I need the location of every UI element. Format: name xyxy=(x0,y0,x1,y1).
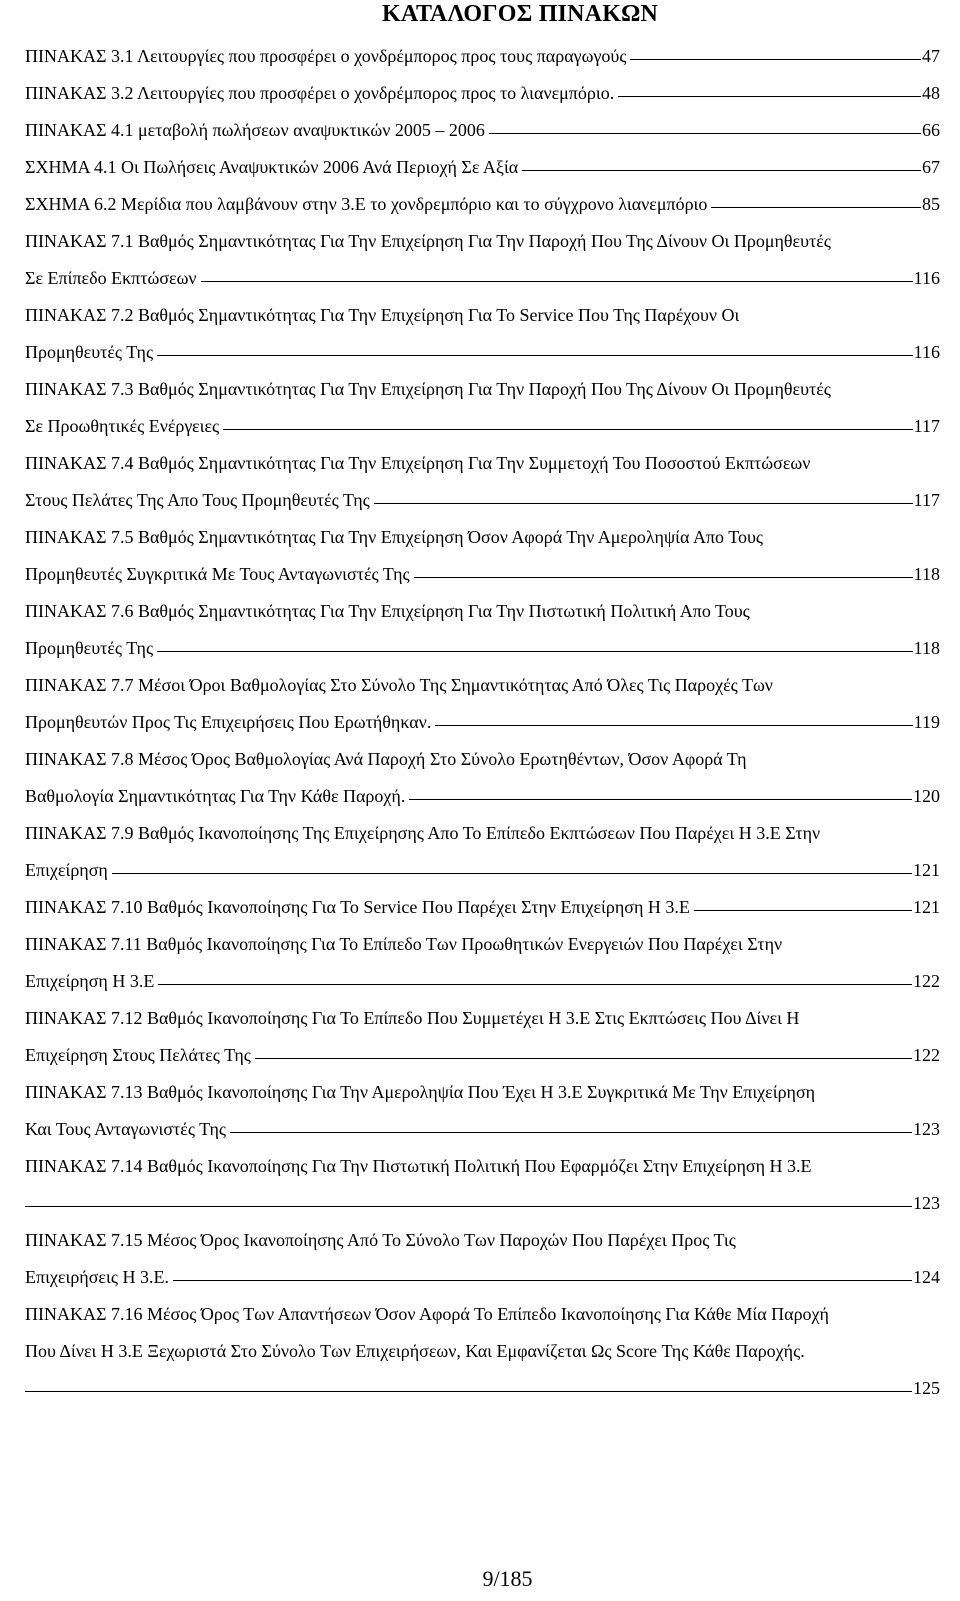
toc-entry[interactable] xyxy=(25,112,940,149)
toc-leader-line xyxy=(201,281,913,282)
toc-leader-line xyxy=(157,651,913,652)
toc-entry-text: ΠΙΝΑΚΑΣ 7.9 Βαθμός Ικανοποίησης Της Επιχείρησης Απο Το Επίπεδο Εκπτώσεων Που Παρέχει Η 3.Ε Στην xyxy=(25,823,821,843)
toc-entry-line xyxy=(25,1222,940,1259)
toc-entry-line xyxy=(25,926,940,963)
toc-leader-line xyxy=(522,170,921,171)
toc-entry[interactable] xyxy=(25,519,940,593)
toc-entry-line xyxy=(25,1037,940,1074)
toc-entry[interactable] xyxy=(25,38,940,75)
toc-entry-text: Σε Προωθητικές Ενέργειες xyxy=(25,416,220,436)
toc-page-number: 117 xyxy=(913,416,940,436)
toc-entry-text: Προμηθευτές Συγκριτικά Με Τους Ανταγωνιστές Της xyxy=(25,564,410,584)
toc-entry-line xyxy=(25,963,940,1000)
toc-page-number: 121 xyxy=(913,897,940,917)
toc-entry-line xyxy=(25,408,940,445)
toc-entry[interactable] xyxy=(25,815,940,889)
toc-entry-line xyxy=(25,1000,940,1037)
toc-entry-text: ΠΙΝΑΚΑΣ 7.16 Μέσος Όρος Των Απαντήσεων Όσον Αφορά Το Επίπεδο Ικανοποίησης Για Κάθε Μία Παροχή xyxy=(25,1304,829,1324)
toc-entry-line xyxy=(25,1074,940,1111)
toc-entry-text: Επιχείρηση Στους Πελάτες Της xyxy=(25,1045,251,1065)
toc-leader-line xyxy=(409,799,912,800)
toc-entry-text: Επιχειρήσεις Η 3.Ε. xyxy=(25,1267,169,1287)
toc-entry[interactable] xyxy=(25,297,940,371)
toc-entry-text: ΠΙΝΑΚΑΣ 3.1 Λειτουργίες που προσφέρει ο χονδρέμπορος προς τους παραγωγούς xyxy=(25,46,627,66)
toc-entry-line xyxy=(25,815,940,852)
toc-entry-line xyxy=(25,75,940,112)
toc-leader-line xyxy=(618,96,921,97)
toc-page-number: 119 xyxy=(913,712,940,732)
toc-entry-text: ΠΙΝΑΚΑΣ 7.13 Βαθμός Ικανοποίησης Για Την Αμεροληψία Που Έχει Η 3.Ε Συγκριτικά Με Την Επιχείρηση xyxy=(25,1082,816,1102)
toc-entry-line xyxy=(25,1333,940,1370)
toc-entry[interactable] xyxy=(25,926,940,1000)
toc-entry[interactable] xyxy=(25,1222,940,1296)
toc-leader-line xyxy=(489,133,921,134)
toc-page-number: 125 xyxy=(913,1378,940,1398)
toc-entry-line xyxy=(25,445,940,482)
toc-entry-line xyxy=(25,778,940,815)
toc-entry-line xyxy=(25,186,940,223)
toc-page-number: 47 xyxy=(922,46,940,66)
toc-leader-line xyxy=(435,725,912,726)
toc-entry[interactable] xyxy=(25,223,940,297)
toc-entry-line xyxy=(25,38,940,75)
toc-entry-text: ΠΙΝΑΚΑΣ 7.12 Βαθμός Ικανοποίησης Για Το Επίπεδο Που Συμμετέχει Η 3.Ε Στις Εκπτώσεις Που Δίνει Η xyxy=(25,1008,800,1028)
toc-page-number: 124 xyxy=(913,1267,940,1287)
toc-entry-text: ΣΧΗΜΑ 4.1 Οι Πωλήσεις Αναψυκτικών 2006 Ανά Περιοχή Σε Αξία xyxy=(25,157,519,177)
toc-entry-line xyxy=(25,704,940,741)
toc-entry-line xyxy=(25,1148,940,1185)
toc-page-number: 123 xyxy=(913,1193,940,1213)
toc-page-number: 122 xyxy=(913,1045,940,1065)
toc-entry-text: ΣΧΗΜΑ 6.2 Μερίδια που λαμβάνουν στην 3.Ε το χονδρεμπόριο και το σύγχρονο λιανεμπόριο xyxy=(25,194,708,214)
toc-entry-line xyxy=(25,741,940,778)
toc-entry-text: ΠΙΝΑΚΑΣ 7.15 Μέσος Όρος Ικανοποίησης Από Το Σύνολο Των Παροχών Που Παρέχει Προς Τις xyxy=(25,1230,736,1250)
toc-entry-text: Επιχείρηση xyxy=(25,860,108,880)
toc-entry-text: Βαθμολογία Σημαντικότητας Για Την Κάθε Παροχή. xyxy=(25,786,406,806)
toc-entry-text: ΠΙΝΑΚΑΣ 7.7 Μέσοι Όροι Βαθμολογίας Στο Σύνολο Της Σημαντικότητας Από Όλες Τις Παροχές Των xyxy=(25,675,773,695)
toc-entry-line xyxy=(25,630,940,667)
toc-entry-line xyxy=(25,556,940,593)
toc-page-number: 122 xyxy=(913,971,940,991)
toc-leader-line xyxy=(711,207,921,208)
toc-entry-line xyxy=(25,852,940,889)
table-of-contents xyxy=(25,38,940,1407)
toc-leader-line xyxy=(157,355,913,356)
toc-leader-line xyxy=(158,984,912,985)
toc-leader-line xyxy=(414,577,913,578)
toc-entry[interactable] xyxy=(25,667,940,741)
toc-page-number: 123 xyxy=(913,1119,940,1139)
toc-entry-line xyxy=(25,223,940,260)
toc-entry[interactable] xyxy=(25,371,940,445)
toc-leader-line xyxy=(173,1280,912,1281)
toc-entry-line xyxy=(25,334,940,371)
toc-page-number: 116 xyxy=(913,342,940,362)
toc-entry-line xyxy=(25,1185,940,1222)
toc-entry-line xyxy=(25,297,940,334)
page-number-footer: 9/185 xyxy=(482,1566,533,1591)
toc-entry-line xyxy=(25,593,940,630)
toc-leader-line xyxy=(374,503,913,504)
toc-entry-text: ΠΙΝΑΚΑΣ 3.2 Λειτουργίες που προσφέρει ο χονδρέμπορος προς το λιανεμπόριο. xyxy=(25,83,615,103)
toc-entry-line xyxy=(25,1259,940,1296)
toc-page-number: 116 xyxy=(913,268,940,288)
toc-page-number: 48 xyxy=(922,83,940,103)
toc-entry-line xyxy=(25,1296,940,1333)
toc-entry-line xyxy=(25,371,940,408)
toc-entry[interactable] xyxy=(25,889,940,926)
toc-entry-text: ΠΙΝΑΚΑΣ 4.1 μεταβολή πωλήσεων αναψυκτικών 2005 – 2006 xyxy=(25,120,485,140)
toc-entry-text: ΠΙΝΑΚΑΣ 7.3 Βαθμός Σημαντικότητας Για Την Επιχείρηση Για Την Παροχή Που Της Δίνουν Οι Προμηθευτές xyxy=(25,379,831,399)
toc-entry-text: ΠΙΝΑΚΑΣ 7.6 Βαθμός Σημαντικότητας Για Την Επιχείρηση Για Την Πιστωτική Πολιτική Απο Τους xyxy=(25,601,750,621)
toc-entry-line xyxy=(25,1111,940,1148)
toc-entry-line xyxy=(25,889,940,926)
toc-entry-text: Προμηθευτών Προς Τις Επιχειρήσεις Που Ερωτήθηκαν. xyxy=(25,712,432,732)
toc-page-number: 66 xyxy=(922,120,940,140)
toc-page-number: 117 xyxy=(913,490,940,510)
toc-leader-line xyxy=(112,873,912,874)
toc-entry[interactable] xyxy=(25,75,940,112)
toc-entry-line xyxy=(25,1370,940,1407)
toc-entry-text: ΠΙΝΑΚΑΣ 7.2 Βαθμός Σημαντικότητας Για Την Επιχείρηση Για Το Service Που Της Παρέχουν Οι xyxy=(25,305,740,325)
toc-page-number: 118 xyxy=(913,638,940,658)
toc-entry-line xyxy=(25,260,940,297)
toc-leader-line xyxy=(255,1058,912,1059)
toc-entry[interactable] xyxy=(25,445,940,519)
toc-entry-text: Στους Πελάτες Της Απο Τους Προμηθευτές Της xyxy=(25,490,370,510)
toc-leader-line xyxy=(223,429,913,430)
toc-page-number: 118 xyxy=(913,564,940,584)
toc-entry[interactable] xyxy=(25,1296,940,1407)
toc-entry-text: Που Δίνει Η 3.Ε Ξεχωριστά Στο Σύνολο Των Επιχειρήσεων, Και Εμφανίζεται Ως Score Της Κάθε Παροχής. xyxy=(25,1341,805,1361)
toc-entry-text: ΠΙΝΑΚΑΣ 7.1 Βαθμός Σημαντικότητας Για Την Επιχείρηση Για Την Παροχή Που Της Δίνουν Οι Προμηθευτές xyxy=(25,231,831,251)
toc-entry[interactable] xyxy=(25,149,940,186)
toc-leader-line xyxy=(630,59,921,60)
toc-entry-text: Επιχείρηση Η 3.Ε xyxy=(25,971,155,991)
toc-entry[interactable] xyxy=(25,741,940,815)
toc-page-number: 120 xyxy=(913,786,940,806)
toc-entry[interactable] xyxy=(25,1000,940,1074)
toc-entry-text: Προμηθευτές Της xyxy=(25,342,154,362)
toc-entry-text: ΠΙΝΑΚΑΣ 7.4 Βαθμός Σημαντικότητας Για Την Επιχείρηση Για Την Συμμετοχή Του Ποσοστού Εκπτώσεων xyxy=(25,453,811,473)
toc-entry-text: ΠΙΝΑΚΑΣ 7.5 Βαθμός Σημαντικότητας Για Την Επιχείρηση Όσον Αφορά Την Αμεροληψία Απο Τους xyxy=(25,527,764,547)
toc-entry-text: Προμηθευτές Της xyxy=(25,638,154,658)
toc-entry-text: Και Τους Ανταγωνιστές Της xyxy=(25,1119,226,1139)
toc-leader-line xyxy=(230,1132,912,1133)
toc-entry[interactable] xyxy=(25,186,940,223)
toc-entry[interactable] xyxy=(25,593,940,667)
toc-entry-line xyxy=(25,482,940,519)
toc-entry-line xyxy=(25,149,940,186)
toc-leader-line xyxy=(25,1206,912,1207)
toc-entry[interactable] xyxy=(25,1148,940,1222)
toc-entry-text: ΠΙΝΑΚΑΣ 7.10 Βαθμός Ικανοποίησης Για Το Service Που Παρέχει Στην Επιχείρηση Η 3.Ε xyxy=(25,897,690,917)
toc-page-number: 67 xyxy=(922,157,940,177)
toc-page-number: 85 xyxy=(922,194,940,214)
toc-entry-line xyxy=(25,667,940,704)
toc-entry-line xyxy=(25,519,940,556)
toc-entry-text: ΠΙΝΑΚΑΣ 7.11 Βαθμός Ικανοποίησης Για Το Επίπεδο Των Προωθητικών Ενεργειών Που Παρέχει Στην xyxy=(25,934,783,954)
toc-leader-line xyxy=(25,1391,912,1392)
toc-entry-text: Σε Επίπεδο Εκπτώσεων xyxy=(25,268,197,288)
toc-entry-text: ΠΙΝΑΚΑΣ 7.14 Βαθμός Ικανοποίησης Για Την Πιστωτική Πολιτική Που Εφαρμόζει Στην Επιχείρηση Η 3.Ε xyxy=(25,1156,812,1176)
toc-entry-text: ΠΙΝΑΚΑΣ 7.8 Μέσος Όρος Βαθμολογίας Ανά Παροχή Στο Σύνολο Ερωτηθέντων, Όσον Αφορά Τη xyxy=(25,749,747,769)
page-title: ΚΑΤΑΛΟΓΟΣ ΠΙΝΑΚΩΝ xyxy=(381,1,659,27)
toc-leader-line xyxy=(694,910,912,911)
toc-entry[interactable] xyxy=(25,1074,940,1148)
toc-entry-line xyxy=(25,112,940,149)
toc-page-number: 121 xyxy=(913,860,940,880)
